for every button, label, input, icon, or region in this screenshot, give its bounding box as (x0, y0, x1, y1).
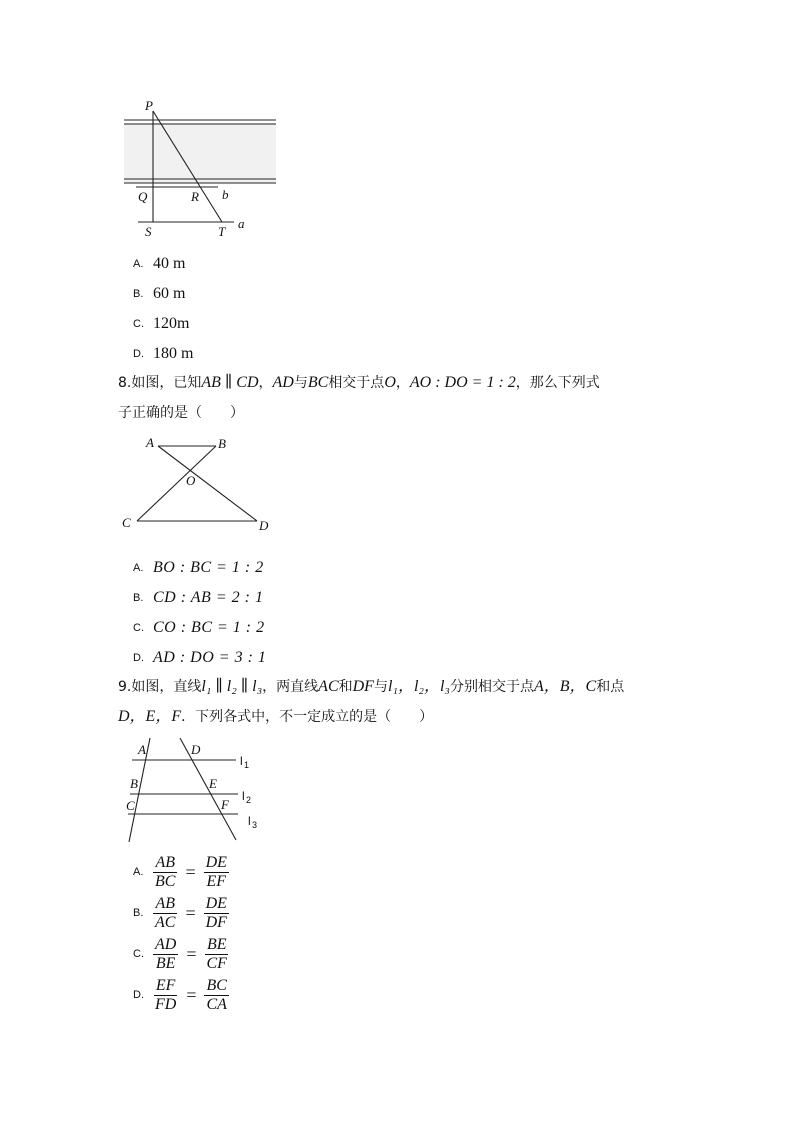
option-letter: A. (133, 258, 144, 270)
q8-option-c[interactable] (133, 617, 265, 639)
option-letter: D. (133, 348, 144, 360)
label-l1-sub: 1 (244, 760, 250, 770)
label-s: S (145, 224, 152, 239)
fraction-left: $\frac{AD}{BE}$ (155, 935, 177, 972)
line-df (180, 738, 236, 840)
q8-option-b[interactable] (133, 587, 263, 609)
q8-figure (118, 430, 288, 538)
label-e: E (209, 776, 217, 791)
option-letter: B. (133, 288, 144, 300)
label-f: F (221, 797, 229, 812)
fraction-right: $\frac{BE}{CF}$ (206, 935, 227, 972)
label-b: b (222, 187, 229, 202)
fraction-right: $\frac{BC}{CA}$ (206, 976, 227, 1013)
option-letter: A. (133, 562, 144, 574)
label-c: C (122, 515, 131, 530)
fraction-right: $\frac{DE}{EF}$ (205, 853, 227, 890)
option-letter: C. (133, 948, 144, 960)
fraction-left: $\frac{EF}{FD}$ (155, 976, 177, 1013)
q8-option-a[interactable] (133, 557, 264, 579)
equals-sign: = (186, 984, 197, 1005)
q7-option-d[interactable] (133, 343, 193, 365)
river-figure (118, 95, 288, 245)
option-text: 120m (153, 315, 190, 332)
label-a: a (238, 216, 245, 231)
question-8-line2: 子正确的是（ ） (118, 405, 244, 421)
label-l3: l (248, 814, 251, 828)
question-8-line1: 8.如图，已知AB ∥ CD，AD与BC相交于点O，AO : DO = 1 : 2，那么下列式 (118, 374, 600, 391)
label-b: B (130, 776, 138, 791)
option-letter: C. (133, 318, 144, 330)
label-c: C (126, 798, 135, 813)
label-o: O (186, 473, 196, 488)
label-l2: l (242, 789, 245, 803)
segment-bc (137, 446, 216, 521)
q7-option-c[interactable] (133, 313, 189, 335)
label-b: B (218, 436, 226, 451)
q9-figure (118, 734, 268, 846)
option-letter: B. (133, 592, 144, 604)
label-l2-sub: 2 (246, 795, 252, 805)
option-text: 180 m (153, 345, 194, 362)
question-8 (118, 368, 698, 428)
label-q: Q (138, 189, 148, 204)
option-letter: A. (133, 866, 144, 878)
q7-option-a[interactable] (133, 253, 185, 275)
question-9 (118, 672, 698, 732)
option-text: BO : BC = 1 : 2 (153, 559, 264, 576)
q9-option-c[interactable] (133, 934, 229, 974)
q9-option-b[interactable] (133, 893, 229, 933)
label-l3-sub: 3 (252, 820, 258, 830)
label-t: T (218, 224, 226, 239)
fraction-left: $\frac{AB}{BC}$ (155, 853, 176, 890)
question-9-line1: 9.如图，直线l₁ ∥ l₂ ∥ l₃，两直线AC和DF与l₁，l₂，l₃分别相交于点A，B，C和点 (118, 678, 625, 695)
equals-sign: = (186, 943, 197, 964)
label-d: D (259, 518, 269, 533)
option-text: AD : DO = 3 : 1 (153, 649, 267, 666)
option-letter: B. (133, 907, 144, 919)
option-letter: D. (133, 989, 144, 1001)
segment-ad (158, 446, 257, 521)
label-r: R (191, 189, 199, 204)
label-d: D (191, 742, 201, 757)
label-p: P (145, 98, 153, 113)
option-letter: D. (133, 652, 144, 664)
option-letter: C. (133, 622, 144, 634)
option-text: 60 m (153, 285, 186, 302)
q9-option-a[interactable] (133, 852, 229, 892)
equals-sign: = (185, 902, 196, 923)
label-l1: l (240, 754, 243, 768)
label-a: A (138, 742, 146, 757)
option-text: CD : AB = 2 : 1 (153, 589, 264, 606)
option-text: CO : BC = 1 : 2 (153, 619, 265, 636)
q9-option-d[interactable] (133, 975, 229, 1015)
q7-option-b[interactable] (133, 283, 185, 305)
river-band (124, 123, 276, 183)
q8-option-d[interactable] (133, 647, 266, 669)
option-text: 40 m (153, 255, 186, 272)
question-9-line2: D，E，F．下列各式中，不一定成立的是（ ） (118, 708, 434, 725)
label-a: A (146, 435, 154, 450)
fraction-right: $\frac{DE}{DF}$ (205, 894, 227, 931)
equals-sign: = (185, 861, 196, 882)
fraction-left: $\frac{AB}{AC}$ (155, 894, 176, 931)
